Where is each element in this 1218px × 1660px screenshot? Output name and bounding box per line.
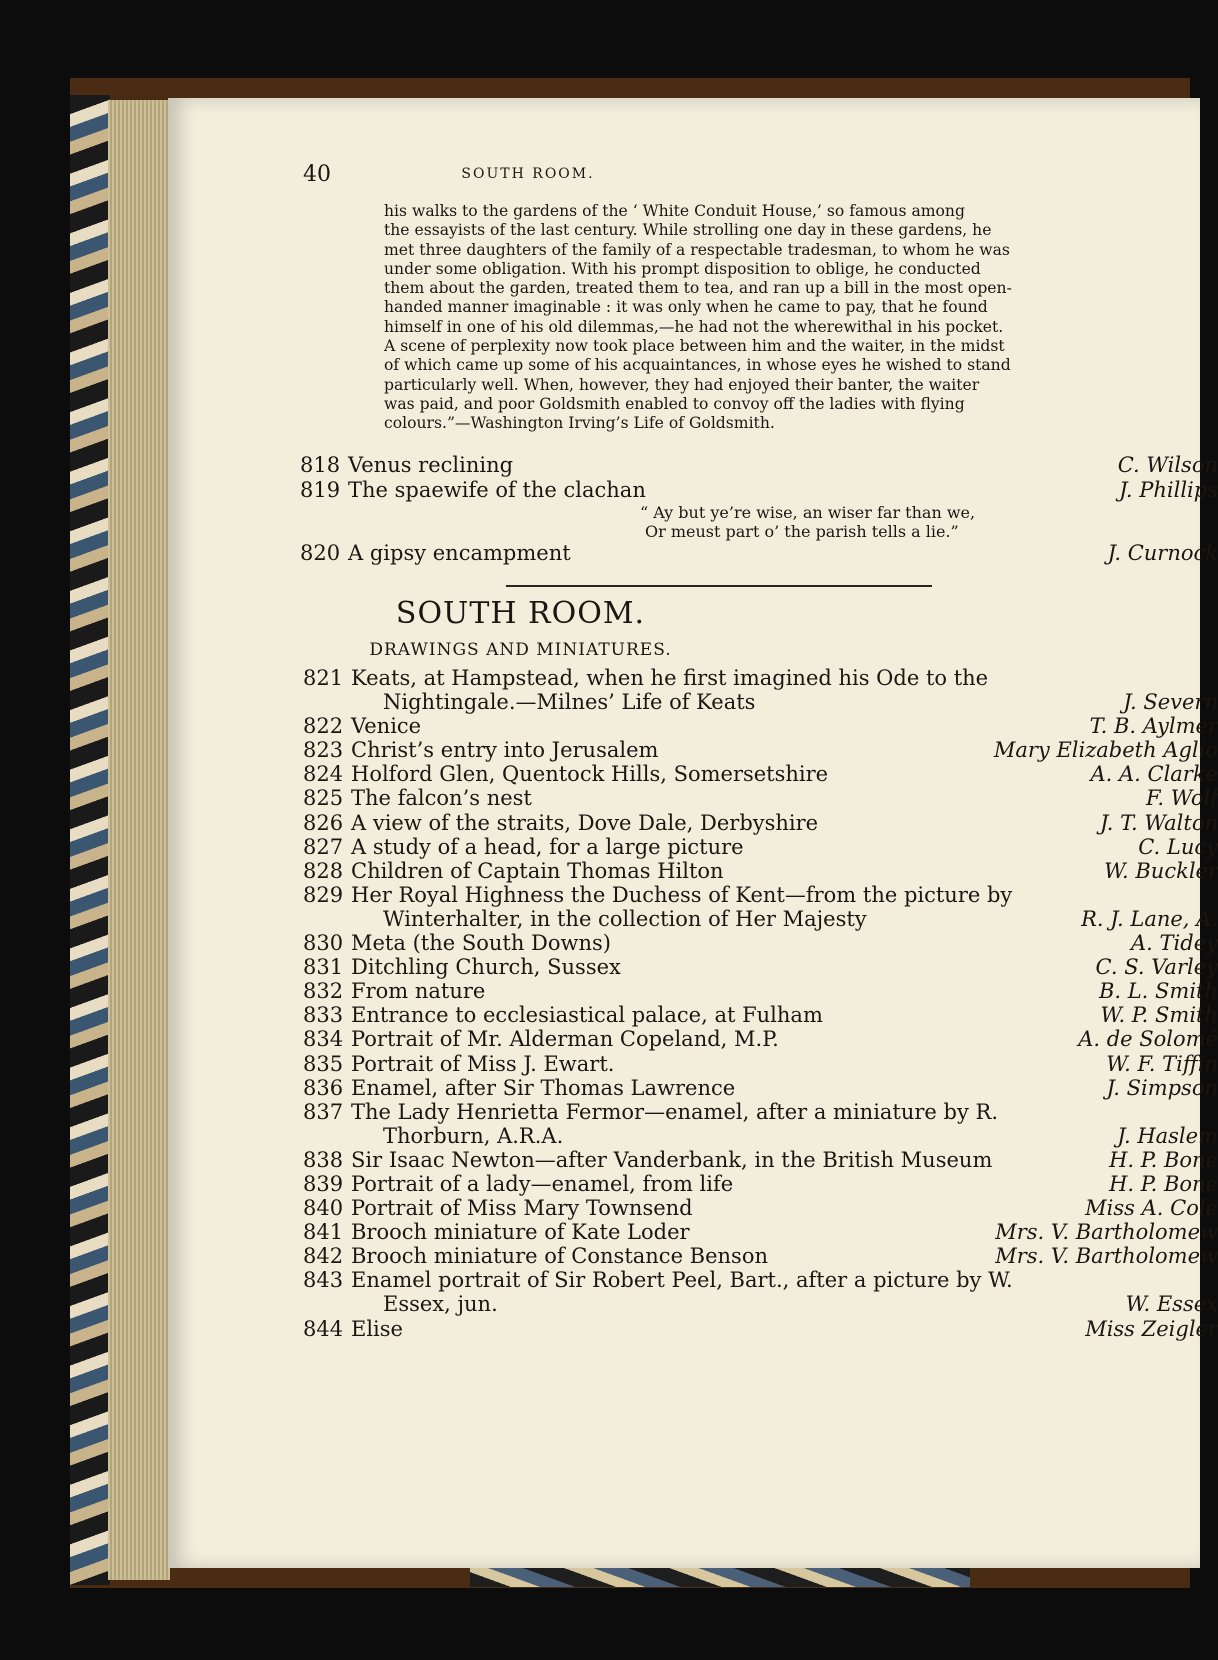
catalogue-entry xyxy=(303,1148,1218,1172)
entry-artist: W. F. Tiffin xyxy=(1106,1051,1218,1076)
entry-title-continued: Essex, jun. xyxy=(383,1292,498,1317)
entry-artist: J. Severn xyxy=(1123,690,1218,715)
catalogue-entry xyxy=(303,786,1218,810)
entry-number: 825 xyxy=(303,786,344,811)
entry-title: The Lady Henrietta Fermor—enamel, after a miniature by R. xyxy=(351,1099,999,1124)
catalogue-entry xyxy=(303,979,1218,1003)
entry-number: 827 xyxy=(303,834,344,859)
entry-title: Enamel, after Sir Thomas Lawrence xyxy=(351,1075,736,1100)
verse-quote xyxy=(300,503,1218,541)
entry-artist: A. de Solomé xyxy=(1078,1027,1218,1052)
entry-number: 822 xyxy=(303,714,344,739)
entry-title: Sir Isaac Newton—after Vanderbank, in the British Museum xyxy=(351,1147,993,1172)
catalogue-entry xyxy=(303,835,1218,859)
section-subtitle: DRAWINGS AND MINIATURES. xyxy=(369,640,672,660)
entry-artist: J. Simpson xyxy=(1106,1075,1218,1100)
quote-line: the essayists of the last century. While strolling one day in these gardens, he xyxy=(384,221,992,240)
catalogue-entry xyxy=(303,931,1218,955)
catalogue-entry xyxy=(303,811,1218,835)
entry-number: 828 xyxy=(303,858,344,883)
entry-number: 819 xyxy=(300,478,341,502)
section-rule xyxy=(506,585,932,587)
entry-artist: W. P. Smith xyxy=(1100,1003,1218,1028)
catalogue-entry xyxy=(303,1268,1218,1292)
page-header xyxy=(168,162,1200,192)
quote-line: his walks to the gardens of the ‘ White Conduit House,’ so famous among xyxy=(384,202,965,220)
page-edges xyxy=(108,100,170,1580)
quote-line: met three daughters of the family of a respectable tradesman, to whom he was xyxy=(384,240,1010,259)
entry-number: 830 xyxy=(303,931,344,956)
entry-number: 826 xyxy=(303,810,344,835)
entry-title: Brooch miniature of Constance Benson xyxy=(351,1244,768,1269)
catalogue-entry xyxy=(303,1052,1218,1076)
entry-number: 840 xyxy=(303,1196,344,1221)
entry-artist: J. Phillips xyxy=(1119,478,1218,502)
quote-line: under some obligation. With his prompt disposition to oblige, he conducted xyxy=(384,259,981,278)
entry-title: Entrance to ecclesiastical palace, at Fulham xyxy=(351,1003,823,1028)
catalogue-entry xyxy=(300,478,1218,503)
entry-artist: J. T. Walton xyxy=(1099,810,1218,835)
entry-artist: W. Buckler xyxy=(1104,858,1218,883)
entry-title: Portrait of Miss J. Ewart. xyxy=(351,1051,615,1076)
entry-number: 843 xyxy=(303,1268,344,1293)
entry-title: Keats, at Hampstead, when he first imagined his Ode to the xyxy=(351,666,989,690)
catalogue-entry xyxy=(303,883,1218,907)
entry-title-continued: Thorburn, A.R.A. xyxy=(383,1123,564,1148)
entry-artist: W. Essex xyxy=(1125,1292,1218,1317)
catalogue-entry xyxy=(303,859,1218,883)
entry-artist: C. Lucy xyxy=(1138,834,1218,859)
entry-number: 833 xyxy=(303,1003,344,1028)
entry-artist: H. P. Bone xyxy=(1109,1171,1218,1196)
marbled-endpaper-left xyxy=(70,95,110,1585)
catalogue-entry xyxy=(303,1100,1218,1124)
catalogue-page xyxy=(168,98,1218,1568)
page-number: 40 xyxy=(303,162,331,187)
catalogue-entry xyxy=(300,541,1218,566)
verse-line: “ Ay but ye’re wise, an wiser far than we, xyxy=(640,503,976,522)
catalogue-entry xyxy=(303,1220,1218,1244)
entry-number: 832 xyxy=(303,979,344,1004)
entry-number: 841 xyxy=(303,1220,344,1245)
marbled-endpaper-bottom xyxy=(470,1565,970,1587)
entry-title: Enamel portrait of Sir Robert Peel, Bart., after a picture by W. xyxy=(351,1268,1013,1293)
entry-title: The spaewife of the clachan xyxy=(348,478,646,502)
entries-top-list xyxy=(300,453,1218,566)
catalogue-entry-continuation xyxy=(303,1124,1218,1148)
entry-artist: T. B. Aylmer xyxy=(1089,714,1218,739)
entry-artist: H. P. Bone xyxy=(1109,1147,1218,1172)
entry-artist: J. Haslem xyxy=(1117,1123,1218,1148)
catalogue-entry xyxy=(303,738,1218,762)
entry-number: 820 xyxy=(300,541,341,565)
entry-number: 838 xyxy=(303,1147,344,1172)
entry-title: Ditchling Church, Sussex xyxy=(351,955,621,980)
catalogue-entry-continuation xyxy=(303,1292,1218,1316)
catalogue-entry xyxy=(303,762,1218,786)
entry-artist: F. Wolf xyxy=(1146,786,1218,811)
catalogue-entry xyxy=(303,1076,1218,1100)
entry-number: 836 xyxy=(303,1075,344,1100)
running-title: SOUTH ROOM. xyxy=(461,166,595,182)
entry-number: 824 xyxy=(303,762,344,787)
entry-number: 842 xyxy=(303,1244,344,1269)
catalogue-entry-continuation xyxy=(303,907,1218,931)
entry-number: 818 xyxy=(300,453,341,477)
entry-title: Meta (the South Downs) xyxy=(351,931,611,956)
quote-line: of which came up some of his acquaintances, in whose eyes he wished to stand xyxy=(384,356,1011,375)
entry-number: 821 xyxy=(303,666,344,690)
entry-title: Venus reclining xyxy=(348,453,514,477)
entry-artist: J. Curnock xyxy=(1107,541,1218,565)
entry-number: 835 xyxy=(303,1051,344,1076)
catalogue-entry xyxy=(303,1317,1218,1341)
entry-title-continued: Winterhalter, in the collection of Her Majesty xyxy=(383,906,867,931)
entry-title: Holford Glen, Quentock Hills, Somersetshire xyxy=(351,762,829,787)
entry-title: Elise xyxy=(351,1316,403,1341)
entry-artist: Miss A. Cole xyxy=(1085,1196,1218,1221)
entry-title: Brooch miniature of Kate Loder xyxy=(351,1220,690,1245)
entry-title: Venice xyxy=(351,714,422,739)
quote-line: A scene of perplexity now took place between him and the waiter, in the midst xyxy=(384,337,1005,356)
entry-number: 834 xyxy=(303,1027,344,1052)
catalogue-entry xyxy=(303,714,1218,738)
catalogue-entry xyxy=(303,1027,1218,1051)
entry-title: Children of Captain Thomas Hilton xyxy=(351,858,724,883)
drawings-list xyxy=(303,666,1218,1341)
entry-title: A gipsy encampment xyxy=(348,541,571,565)
entry-number: 831 xyxy=(303,955,344,980)
entry-title: Portrait of Mr. Alderman Copeland, M.P. xyxy=(351,1027,779,1052)
entry-artist: A. Tidey xyxy=(1131,931,1218,956)
entry-artist: Mrs. V. Bartholomew xyxy=(995,1220,1218,1245)
catalogue-entry xyxy=(303,1172,1218,1196)
verse-line: Or meust part o’ the parish tells a lie.” xyxy=(645,522,959,541)
quote-line: was paid, and poor Goldsmith enabled to convoy off the ladies with flying xyxy=(384,394,965,413)
entry-artist: C. S. Varley xyxy=(1095,955,1218,980)
entry-title: A view of the straits, Dove Dale, Derbyshire xyxy=(351,810,819,835)
entry-artist: B. L. Smith xyxy=(1098,979,1218,1004)
quote-line: colours.”—Washington Irving’s Life of Goldsmith. xyxy=(384,414,775,433)
entry-title: A study of a head, for a large picture xyxy=(351,834,744,859)
catalogue-entry xyxy=(303,1244,1218,1268)
entry-title: The falcon’s nest xyxy=(351,786,532,811)
entry-artist: C. Wilson xyxy=(1117,453,1218,477)
catalogue-entry-continuation xyxy=(303,690,1218,714)
goldsmith-quote xyxy=(384,202,1206,434)
entry-title: From nature xyxy=(351,979,486,1004)
catalogue-entry xyxy=(300,453,1218,478)
entry-number: 839 xyxy=(303,1171,344,1196)
entry-artist: Mrs. V. Bartholomew xyxy=(995,1244,1218,1269)
entry-number: 829 xyxy=(303,882,344,907)
catalogue-entry xyxy=(303,955,1218,979)
quote-line: particularly well. When, however, they had enjoyed their banter, the waiter xyxy=(384,375,980,394)
entry-number: 823 xyxy=(303,738,344,763)
catalogue-entry xyxy=(303,1196,1218,1220)
catalogue-entry xyxy=(303,1003,1218,1027)
section-title: SOUTH ROOM. xyxy=(395,596,646,631)
entry-artist: Mary Elizabeth Aglio xyxy=(993,738,1218,763)
entry-artist: A. A. Clarke xyxy=(1090,762,1218,787)
quote-line: them about the garden, treated them to tea, and ran up a bill in the most open- xyxy=(384,279,1012,298)
entry-title: Portrait of Miss Mary Townsend xyxy=(351,1196,693,1221)
entry-title-continued: Nightingale.—Milnes’ Life of Keats xyxy=(383,690,756,715)
entry-number: 844 xyxy=(303,1316,344,1341)
entry-title: Her Royal Highness the Duchess of Kent—from the picture by xyxy=(351,882,1013,907)
entry-title: Portrait of a lady—enamel, from life xyxy=(351,1171,734,1196)
quote-line: himself in one of his old dilemmas,—he had not the wherewithal in his pocket. xyxy=(384,317,1004,336)
entry-title: Christ’s entry into Jerusalem xyxy=(351,738,659,763)
entry-number: 837 xyxy=(303,1099,344,1124)
quote-line: handed manner imaginable : it was only when he came to pay, that he found xyxy=(384,298,988,317)
entry-artist: Miss Zeigler xyxy=(1085,1316,1218,1341)
catalogue-entry xyxy=(303,666,1218,690)
entry-artist: R. J. Lane, A. xyxy=(1081,906,1218,931)
